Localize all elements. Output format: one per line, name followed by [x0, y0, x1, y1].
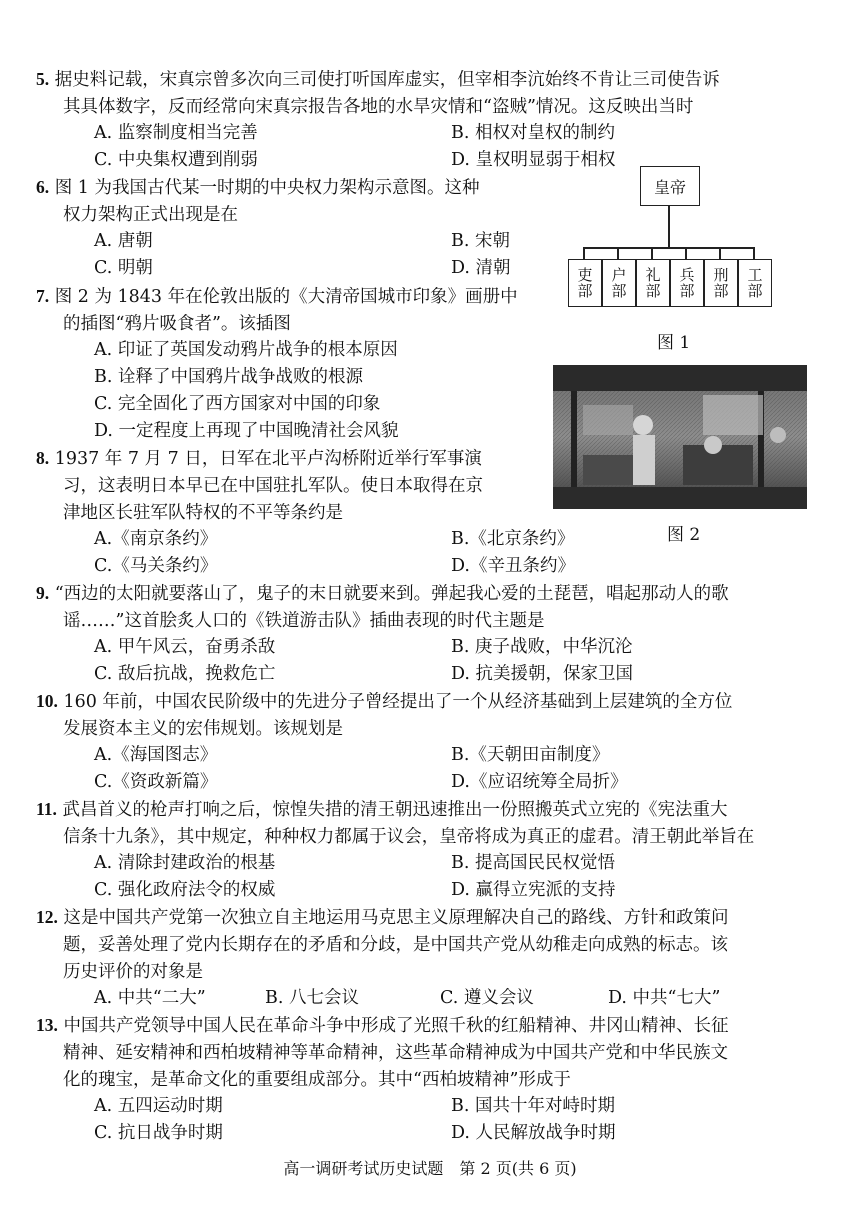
question-text: 的插图“鸦片吸食者”。该插图 — [63, 314, 291, 334]
option-d[interactable]: D. 赢得立宪派的支持 — [451, 880, 616, 900]
option-b[interactable]: B. 提高国民民权觉悟 — [451, 853, 615, 873]
option-a[interactable]: A. 印证了英国发动鸦片战争的根本原因 — [94, 340, 398, 360]
question-13 — [36, 1012, 826, 1094]
question-number: 5. — [36, 69, 50, 89]
question-number: 13. — [36, 1015, 58, 1035]
option-d[interactable]: D.《应诏统筹全局折》 — [451, 772, 628, 792]
option-d[interactable]: D. 中共“七大” — [608, 988, 721, 1008]
option-a[interactable]: A. 五四运动时期 — [94, 1096, 223, 1116]
option-d[interactable]: D.《辛丑条约》 — [451, 556, 575, 576]
option-d[interactable]: D. 清朝 — [451, 258, 511, 278]
question-text: 化的瑰宝，是革命文化的重要组成部分。其中“西柏坡精神”形成于 — [63, 1070, 571, 1090]
question-number: 9. — [36, 583, 50, 603]
question-number: 7. — [36, 286, 50, 306]
question-number: 8. — [36, 448, 50, 468]
dept-box: 吏部 — [568, 259, 602, 307]
question-text: 武昌首义的枪声打响之后，惊惶失措的清王朝迅速推出一份照搬英式立宪的《宪法重大 — [62, 800, 728, 820]
option-b[interactable]: B. 国共十年对峙时期 — [451, 1096, 615, 1116]
question-text: “西边的太阳就要落山了，鬼子的末日就要来到。弹起我心爱的土琵琶，唱起那动人的歌 — [54, 584, 729, 604]
question-5 — [36, 66, 826, 121]
dept-box: 兵部 — [670, 259, 704, 307]
option-c[interactable]: C. 抗日战争时期 — [94, 1123, 223, 1143]
option-a[interactable]: A. 监察制度相当完善 — [94, 123, 258, 143]
question-text: 图 1 为我国古代某一时期的中央权力架构示意图。这种 — [54, 178, 480, 198]
option-c[interactable]: C.《资政新篇》 — [94, 772, 218, 792]
question-text: 谣……”这首脍炙人口的《铁道游击队》插曲表现的时代主题是 — [63, 611, 545, 631]
option-a[interactable]: A. 中共“二大” — [94, 988, 206, 1008]
option-a[interactable]: A. 唐朝 — [94, 231, 153, 251]
dept-box: 刑部 — [704, 259, 738, 307]
question-9 — [36, 580, 826, 635]
question-number: 10. — [36, 691, 58, 711]
dept-box: 户部 — [602, 259, 636, 307]
option-d[interactable]: D. 一定程度上再现了中国晚清社会风貌 — [94, 421, 399, 441]
dept-box: 工部 — [738, 259, 772, 307]
figure-1-caption: 图 1 — [657, 333, 691, 353]
option-b[interactable]: B. 庚子战败，中华沉沦 — [451, 637, 633, 657]
question-text: 习，这表明日本早已在中国驻扎军队。使日本取得在京 — [63, 476, 483, 496]
question-text: 权力架构正式出现是在 — [63, 205, 238, 225]
option-c[interactable]: C. 强化政府法令的权威 — [94, 880, 276, 900]
question-text: 图 2 为 1843 年在伦敦出版的《大清帝国城市印象》画册中 — [54, 287, 518, 307]
option-d[interactable]: D. 皇权明显弱于相权 — [451, 150, 616, 170]
question-text: 160 年前，中国农民阶级中的先进分子曾经提出了一个从经济基础到上层建筑的全方位 — [63, 692, 733, 712]
option-c[interactable]: C. 完全固化了西方国家对中国的印象 — [94, 394, 381, 414]
question-text: 精神、延安精神和西柏坡精神等革命精神，这些革命精神成为中国共产党和中华民族文 — [63, 1043, 728, 1063]
option-b[interactable]: B.《北京条约》 — [451, 529, 575, 549]
question-number: 6. — [36, 177, 50, 197]
option-b[interactable]: B. 相权对皇权的制约 — [451, 123, 615, 143]
option-d[interactable]: D. 人民解放战争时期 — [451, 1123, 616, 1143]
question-12 — [36, 904, 826, 986]
question-text: 发展资本主义的宏伟规划。该规划是 — [63, 719, 343, 739]
question-number: 11. — [36, 799, 57, 819]
question-text: 题，妥善处理了党内长期存在的矛盾和分歧，是中国共产党从幼稚走向成熟的标志。该 — [63, 935, 728, 955]
question-text: 据史料记载，宋真宗曾多次向三司使打听国库虚实，但宰相李沆始终不肯让三司使告诉 — [54, 70, 720, 90]
emperor-box: 皇帝 — [640, 166, 700, 206]
option-a[interactable]: A.《南京条约》 — [94, 529, 218, 549]
option-b[interactable]: B. 八七会议 — [265, 988, 359, 1008]
question-10 — [36, 688, 826, 743]
page-footer: 高一调研考试历史试题 第 2 页(共 6 页) — [283, 1159, 577, 1178]
question-text: 中国共产党领导中国人民在革命斗争中形成了光照千秋的红船精神、井冈山精神、长征 — [63, 1016, 729, 1036]
option-c[interactable]: C.《马关条约》 — [94, 556, 218, 576]
option-b[interactable]: B. 宋朝 — [451, 231, 510, 251]
question-text: 1937 年 7 月 7 日，日军在北平卢沟桥附近举行军事演 — [54, 449, 482, 469]
option-a[interactable]: A.《海国图志》 — [94, 745, 218, 765]
option-c[interactable]: C. 敌后抗战，挽救危亡 — [94, 664, 276, 684]
question-7 — [36, 283, 826, 338]
question-number: 12. — [36, 907, 58, 927]
question-8 — [36, 445, 826, 527]
question-text: 津地区长驻军队特权的不平等条约是 — [63, 503, 343, 523]
option-a[interactable]: A. 清除封建政治的根基 — [94, 853, 276, 873]
option-b[interactable]: B. 诠释了中国鸦片战争战败的根源 — [94, 367, 363, 387]
question-text: 其具体数字，反而经常向宋真宗报告各地的水旱灾情和“盗贼”情况。这反映出当时 — [63, 97, 694, 117]
question-text: 历史评价的对象是 — [63, 962, 203, 982]
figure-2-caption: 图 2 — [667, 525, 701, 545]
question-text: 信条十九条》，其中规定，种种权力都属于议会，皇帝将成为真正的虚君。清王朝此举旨在 — [63, 827, 755, 847]
option-c[interactable]: C. 明朝 — [94, 258, 153, 278]
option-c[interactable]: C. 中央集权遭到削弱 — [94, 150, 258, 170]
option-a[interactable]: A. 甲午风云，奋勇杀敌 — [94, 637, 276, 657]
dept-box: 礼部 — [636, 259, 670, 307]
option-d[interactable]: D. 抗美援朝，保家卫国 — [451, 664, 634, 684]
option-c[interactable]: C. 遵义会议 — [440, 988, 534, 1008]
question-text: 这是中国共产党第一次独立自主地运用马克思主义原理解决自己的路线、方针和政策问 — [63, 908, 729, 928]
question-11 — [36, 796, 826, 851]
option-b[interactable]: B.《天朝田亩制度》 — [451, 745, 610, 765]
